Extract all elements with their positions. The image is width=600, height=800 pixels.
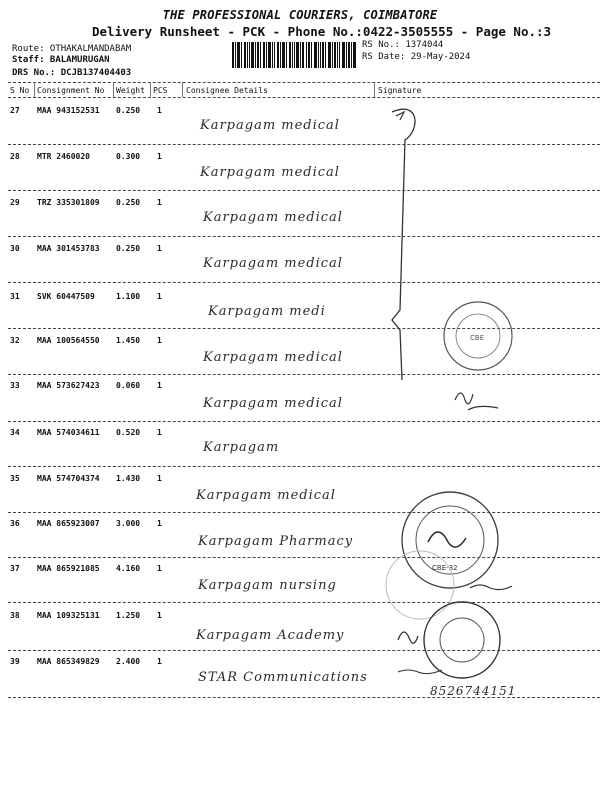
row-sno: 30: [10, 244, 20, 253]
row-weight: 0.060: [116, 381, 141, 390]
row-consignee-handwritten: Karpagam medical: [203, 350, 343, 365]
row-sno: 39: [10, 657, 20, 666]
row-sno: 31: [10, 292, 20, 301]
document-title: THE PROFESSIONAL COURIERS, COIMBATORE: [162, 8, 438, 22]
row-weight: 0.250: [116, 106, 141, 115]
row-weight: 1.100: [116, 292, 141, 301]
col-pcs: PCS: [153, 86, 168, 95]
row-consignment: MAA 109325131: [37, 611, 100, 620]
row-weight: 1.430: [116, 474, 141, 483]
row-pcs: 1: [157, 657, 162, 666]
row-sno: 34: [10, 428, 20, 437]
row-sno: 28: [10, 152, 20, 161]
row-consignment: MTR 2460020: [37, 152, 90, 161]
row-weight: 0.300: [116, 152, 141, 161]
row-consignee-handwritten: Karpagam medical: [203, 210, 343, 225]
row-sno: 27: [10, 106, 20, 115]
row-consignee-handwritten: STAR Communications: [198, 670, 368, 685]
row-sno: 35: [10, 474, 20, 483]
row-weight: 1.450: [116, 336, 141, 345]
row-pcs: 1: [157, 106, 162, 115]
row-pcs: 1: [157, 336, 162, 345]
row-consignment: MAA 574034611: [37, 428, 100, 437]
col-weight: Weight: [116, 86, 145, 95]
row-consignment: MAA 865921085: [37, 564, 100, 573]
staff-label: Staff: BALAMURUGAN: [12, 55, 110, 65]
drs-number: DRS No.: DCJB137404403: [12, 68, 132, 78]
row-weight: 2.400: [116, 657, 141, 666]
college-stamp-icon: [402, 492, 498, 588]
row-consignment: MAA 573627423: [37, 381, 100, 390]
row-consignee-handwritten: Karpagam Academy: [196, 628, 345, 643]
svg-text:CBE-32: CBE-32: [432, 564, 458, 572]
row-sno: 38: [10, 611, 20, 620]
row-consignment: MAA 574704374: [37, 474, 100, 483]
row-sno: 33: [10, 381, 20, 390]
handwritten-phone: 8526744151: [430, 684, 517, 698]
col-signature: Signature: [378, 86, 422, 95]
hospital-stamp-icon: [444, 302, 512, 370]
row-consignment: MAA 865923007: [37, 519, 100, 528]
row-consignment: MAA 301453783: [37, 244, 100, 253]
row-weight: 0.520: [116, 428, 141, 437]
row-sno: 37: [10, 564, 20, 573]
row-consignee-handwritten: Karpagam Pharmacy: [198, 534, 354, 549]
route-label: Route: OTHAKALMANDABAM: [12, 44, 132, 54]
row-sno: 32: [10, 336, 20, 345]
row-consignee-handwritten: Karpagam medical: [203, 396, 343, 411]
row-consignment: TRZ 335301809: [37, 198, 100, 207]
row-consignee-handwritten: Karpagam: [203, 440, 280, 455]
col-sno: S No: [10, 86, 30, 95]
col-consignment: Consignment No: [37, 86, 105, 95]
rs-number: RS No.: 1374044: [362, 40, 444, 50]
row-consignment: MAA 865349829: [37, 657, 100, 666]
row-pcs: 1: [157, 292, 162, 301]
row-consignment: MAA 100564550: [37, 336, 100, 345]
row-consignee-handwritten: Karpagam medical: [196, 488, 336, 503]
svg-text:CBE: CBE: [470, 334, 485, 342]
row-weight: 0.250: [116, 198, 141, 207]
row-consignment: MAA 943152531: [37, 106, 100, 115]
row-pcs: 1: [157, 611, 162, 620]
row-sno: 36: [10, 519, 20, 528]
row-consignee-handwritten: Karpagam nursing: [198, 578, 337, 593]
row-weight: 1.250: [116, 611, 141, 620]
col-consignee: Consignee Details: [186, 86, 268, 95]
row-pcs: 1: [157, 198, 162, 207]
row-consignee-handwritten: Karpagam medical: [200, 118, 340, 133]
row-pcs: 1: [157, 152, 162, 161]
runsheet-subtitle: Delivery Runsheet - PCK - Phone No.:0422-3505555 - Page No.:3: [92, 24, 552, 39]
row-weight: 4.160: [116, 564, 141, 573]
rs-date: RS Date: 29-May-2024: [362, 52, 471, 62]
row-pcs: 1: [157, 564, 162, 573]
row-pcs: 1: [157, 428, 162, 437]
row-weight: 3.000: [116, 519, 141, 528]
row-weight: 0.250: [116, 244, 141, 253]
row-pcs: 1: [157, 519, 162, 528]
row-sno: 29: [10, 198, 20, 207]
academy-stamp-icon: [424, 602, 500, 678]
row-consignment: SVK 60447509: [37, 292, 95, 301]
row-consignee-handwritten: Karpagam medi: [208, 304, 326, 319]
row-consignee-handwritten: Karpagam medical: [200, 165, 340, 180]
row-pcs: 1: [157, 381, 162, 390]
row-consignee-handwritten: Karpagam medical: [203, 256, 343, 271]
row-pcs: 1: [157, 474, 162, 483]
row-pcs: 1: [157, 244, 162, 253]
